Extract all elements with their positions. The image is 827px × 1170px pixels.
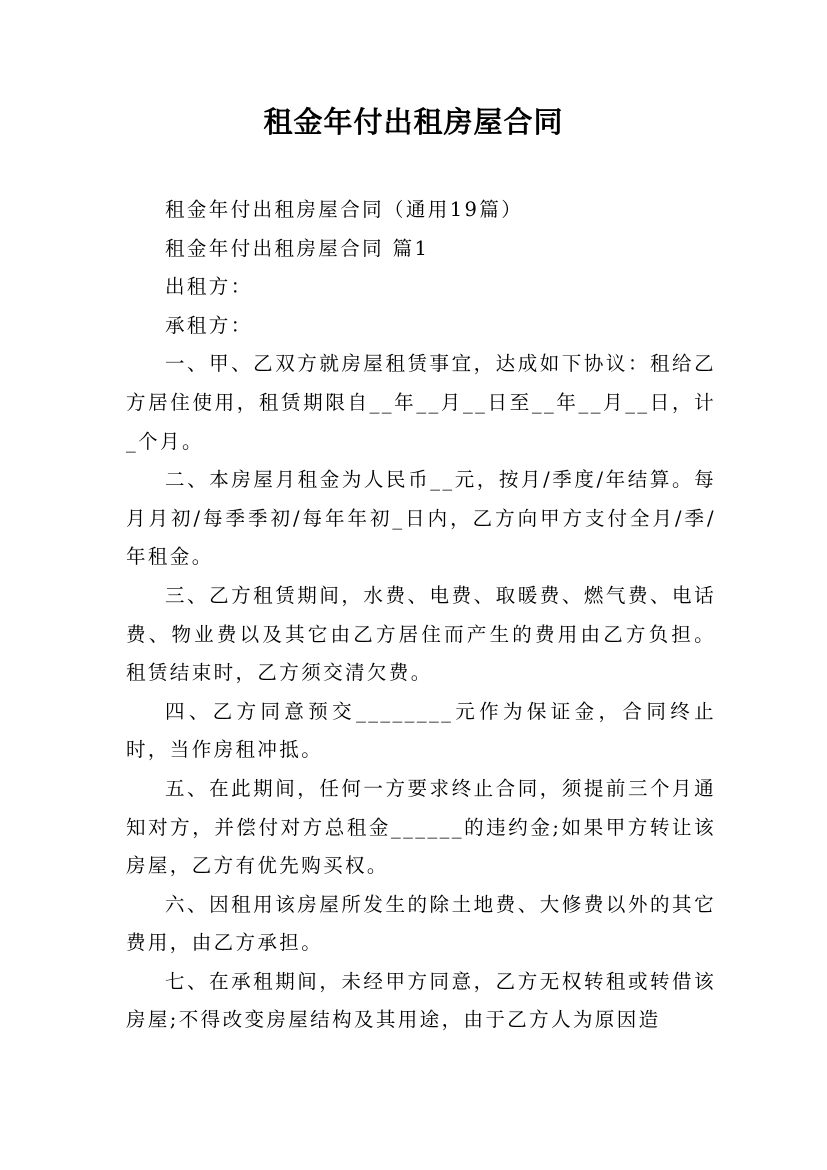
- clause-5: 五、在此期间，任何一方要求终止合同，须提前三个月通知对方，并偿付对方总租金______的违约金;如果甲方转让该房屋，乙方有优先购买权。: [126, 776, 716, 878]
- clause-4: 四、乙方同意预交________元作为保证金，合同终止时，当作房租冲抵。: [126, 699, 716, 762]
- subtitle-line: 租金年付出租房屋合同（通用19篇）: [165, 198, 524, 221]
- clause-2: 二、本房屋月租金为人民币__元，按月/季度/年结算。每月月初/每季季初/每年年初_日内，乙方向甲方支付全月/季/年租金。: [126, 468, 716, 569]
- document-title: 租金年付出租房屋合同: [263, 105, 564, 139]
- lessee-line: 承租方：: [165, 313, 253, 337]
- section-heading: 租金年付出租房屋合同 篇1: [165, 236, 430, 260]
- clause-3: 三、乙方租赁期间，水费、电费、取暖费、燃气费、电话费、物业费以及其它由乙方居住而产生的费用由乙方负担。租赁结束时，乙方须交清欠费。: [126, 583, 716, 685]
- lessor-line: 出租方：: [165, 275, 253, 299]
- document-body: [126, 191, 716, 1040]
- clause-7: 七、在承租期间，未经甲方同意，乙方无权转租或转借该房屋;不得改变房屋结构及其用途，由于乙方人为原因造: [126, 969, 716, 1032]
- clause-1: 一、甲、乙双方就房屋租赁事宜，达成如下协议：租给乙方居住使用，租赁期限自__年__月__日至__年__月__日，计_个月。: [126, 352, 716, 453]
- clause-6: 六、因租用该房屋所发生的除土地费、大修费以外的其它费用，由乙方承担。: [126, 892, 716, 955]
